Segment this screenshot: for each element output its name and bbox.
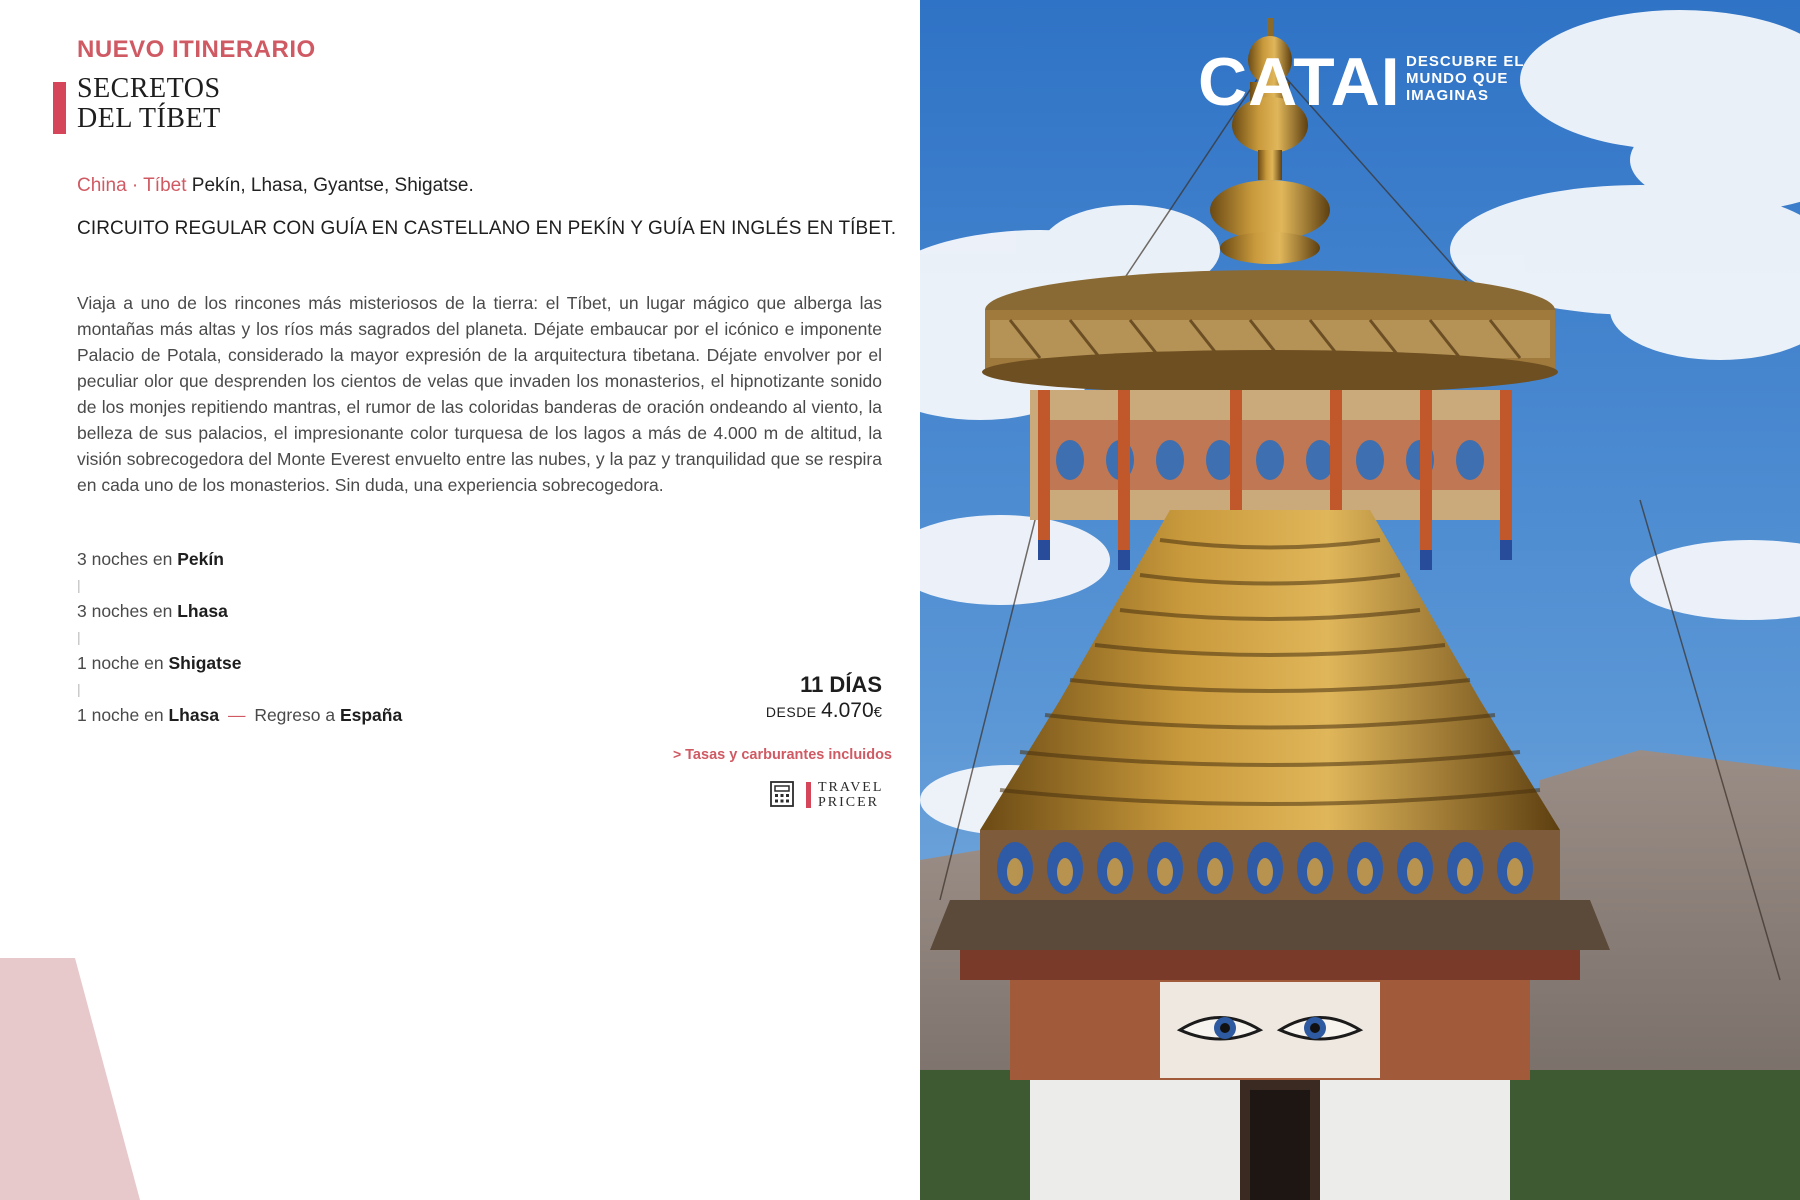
itinerary-separator: | xyxy=(77,629,81,645)
itinerary-stop xyxy=(77,546,402,572)
stop-city: Pekín xyxy=(177,549,224,569)
stop-city: Shigatse xyxy=(168,653,242,673)
circuit-description: CIRCUITO REGULAR CON GUÍA EN CASTELLANO EN PEKÍN Y GUÍA EN INGLÉS EN TÍBET. xyxy=(77,218,897,239)
route-region: China · Tíbet xyxy=(77,175,187,196)
kicker-label: NUEVO ITINERARIO xyxy=(77,36,316,63)
taxes-label: Tasas y carburantes incluidos xyxy=(685,747,892,763)
trip-description: Viaja a uno de los rincones más misteriosos de la tierra: el Tíbet, un lugar mágico que alberga las montañas más altas y los ríos más sagrados del planeta. Déjate embaucar por el icónico e imponente Palacio de Potala, considerado la mayor expresión de la arquitectura tibetana. Déjate envolver por el peculiar olor que desprenden los cientos de velas que invaden los monasterios, el hipnotizante sonido de los monjes repitiendo mantras, el rumor de las coloridas banderas de oración ondeando al viento, la belleza de sus palacios, el impresionante color turquesa de los lagos a más de 4.000 m de altitud, la visión sobrecogedora del Monte Everest envuelto entre las nubes, y la paz y tranquilidad que se respira en cada uno de los monasterios. Sin duda, una experiencia sobrecogedora. xyxy=(77,293,882,495)
price-from-label: DESDE xyxy=(765,704,817,720)
travel-pricer-bar xyxy=(806,782,811,808)
brand-name: CATAI xyxy=(1198,44,1401,120)
catai-logo xyxy=(1198,44,1538,120)
taxes-link[interactable] xyxy=(560,746,892,763)
corner-decoration xyxy=(0,958,140,1200)
stop-city: Lhasa xyxy=(177,601,228,621)
price-currency: € xyxy=(873,704,882,721)
itinerary-stop xyxy=(77,598,402,624)
stop-nights: 3 noches en xyxy=(77,601,173,621)
return-city: España xyxy=(339,705,403,725)
itinerary-stop xyxy=(77,702,402,728)
title-accent-bar xyxy=(53,82,66,134)
route-line xyxy=(77,175,474,197)
return-text: Regreso a xyxy=(254,705,336,725)
itinerary-separator: | xyxy=(77,577,81,593)
stop-nights: 3 noches en xyxy=(77,549,173,569)
stop-nights: 1 noche en xyxy=(77,705,164,725)
travel-pricer-badge[interactable] xyxy=(770,778,882,812)
page-title xyxy=(77,74,221,134)
calculator-icon xyxy=(770,781,794,807)
price-line xyxy=(620,699,882,723)
travel-pricer-line-2: PRICER xyxy=(818,795,880,810)
stupa-illustration xyxy=(920,0,1800,1200)
tagline-line-3: IMAGINAS xyxy=(1406,87,1489,104)
itinerary-dash: — xyxy=(227,705,246,725)
trip-duration: 11 DÍAS xyxy=(800,672,882,697)
itinerary-separator: | xyxy=(77,681,81,697)
price-amount: 4.070 xyxy=(821,699,874,722)
title-line-1: SECRETOS xyxy=(77,73,221,104)
tagline-line-2: MUNDO QUE xyxy=(1406,70,1509,87)
stop-city: Lhasa xyxy=(168,705,220,725)
title-line-2: DEL TÍBET xyxy=(77,103,221,134)
itinerary-list xyxy=(77,546,402,728)
brand-tagline xyxy=(1406,53,1525,104)
stop-nights: 1 noche en xyxy=(77,653,164,673)
itinerary-stop xyxy=(77,650,402,676)
travel-pricer-label xyxy=(818,780,883,810)
travel-pricer-line-1: TRAVEL xyxy=(818,780,884,795)
stupa-photo xyxy=(920,0,1800,1200)
tagline-line-1: DESCUBRE EL xyxy=(1406,53,1525,70)
chevron-right-icon: > xyxy=(672,746,682,762)
route-cities: Pekín, Lhasa, Gyantse, Shigatse. xyxy=(191,175,474,196)
